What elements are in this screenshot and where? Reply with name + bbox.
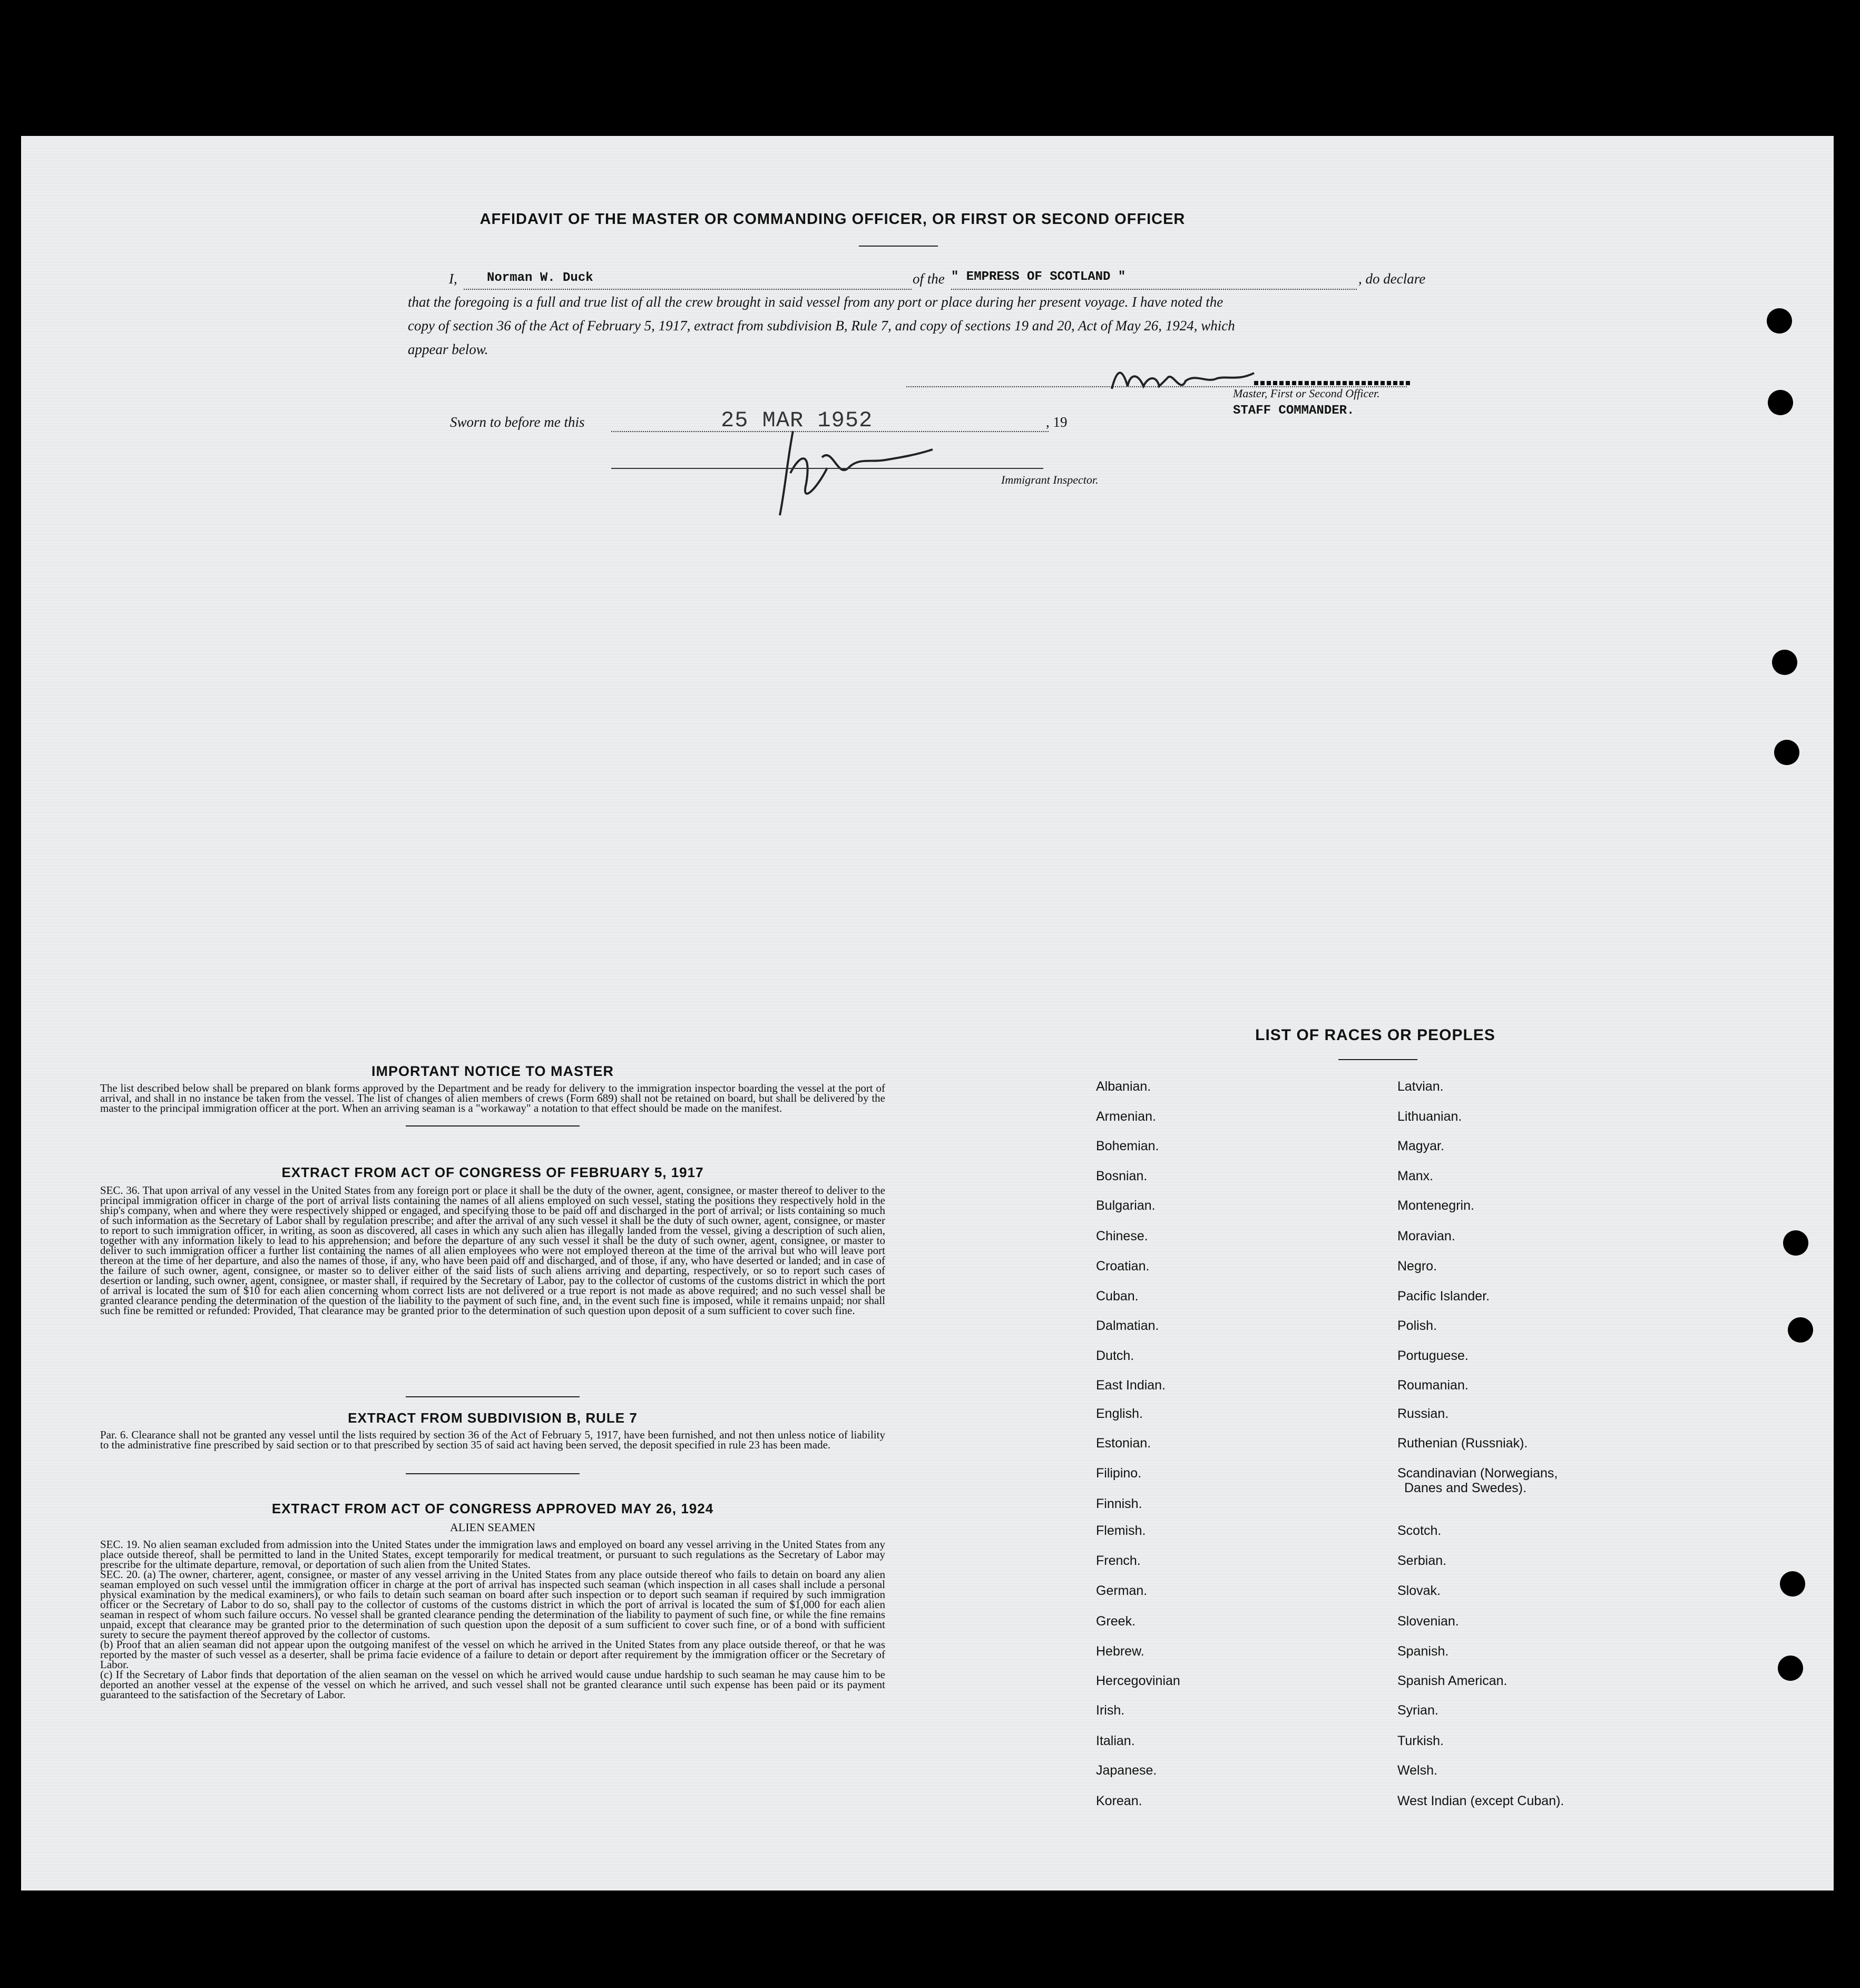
binder-hole bbox=[1778, 1656, 1803, 1681]
year-prefix: , 19 bbox=[1046, 414, 1068, 430]
staff-commander-stamp: STAFF COMMANDER. bbox=[1233, 404, 1355, 418]
extract-rule7-title: EXTRACT FROM SUBDIVISION B, RULE 7 bbox=[348, 1410, 638, 1426]
race-item: Portuguese. bbox=[1397, 1348, 1469, 1363]
extract-rule7-text: Par. 6. Clearance shall not be granted any vessel until the lists required by section 36 of the Act of February 5, 1917, have been furnished, and not then unless notice of liability to the administrative fine prescribed by said section or to that prescribed by section 35 of said act having been served, the deposit specified in rule 23 has been made. bbox=[100, 1428, 885, 1451]
races-title-divider bbox=[1338, 1059, 1417, 1060]
binder-hole bbox=[1767, 308, 1792, 334]
race-item: Dalmatian. bbox=[1096, 1318, 1159, 1333]
extract-1917-title: EXTRACT FROM ACT OF CONGRESS OF FEBRUARY 5, 1917 bbox=[281, 1164, 704, 1180]
race-item: Negro. bbox=[1397, 1259, 1437, 1274]
binder-hole bbox=[1780, 1571, 1805, 1597]
divider-1 bbox=[406, 1125, 580, 1127]
race-item: Cuban. bbox=[1096, 1289, 1139, 1304]
sec-20b: (b) Proof that an alien seaman did not appear upon the outgoing manifest of the vessel on which he arrived in the United States from any place outside thereof, or that he was reported by the master of such vessel as a deserter, shall be prima facie evidence of a failure to detain or deport after requirement by the immigration officer or the Secretary of Labor. bbox=[100, 1638, 885, 1671]
race-item: Armenian. bbox=[1096, 1109, 1156, 1124]
race-item: Bohemian. bbox=[1096, 1139, 1159, 1153]
divider-3 bbox=[406, 1473, 580, 1474]
extract-1917-text: SEC. 36. That upon arrival of any vessel in the United States from any foreign port or place it shall be the duty of the owner, agent, consignee, or master thereof to deliver to the principal immigration officer in charge of the port of arrival lists containing the names of all aliens employed on such vessel, stating the positions they respectively hold in the ship's company, when and where they were respectively shipped or engaged, and specifying those to be paid off and discharged in the port of arrival; or lists containing so much of such information as the Secretary of Labor shall by regulation prescribe; and after the arrival of any such vessel it shall be the duty of such owner, agent, consignee, or master to report to such immigration officer, in writing, as soon as discovered, all cases in which any such alien has illegally landed from the vessel, giving a description of such alien, together with any information likely to lead to his apprehension; and before the departure of any such vessel it shall be the duty of such owner, agent, consignee, or master to deliver to such immigration officer a further list containing the names of all alien employees who were not employed thereon at the time of the arrival but who will leave port thereon at the time of her departure, and also the names of those, if any, who have been paid off and discharged, and of those, if any, who have deserted or landed; and in case of the failure of such owner, agent, consignee, or master so to deliver either of the said lists of such aliens arriving and departing, respectively, or so to report such cases of desertion or landing, such owner, agent, consignee, or master shall, if required by the Secretary of Labor, pay to the collector of customs of the customs district in which the port of arrival is located the sum of $10 for each alien concerning whom correct lists are not delivered or a true report is not made as above required; and no such vessel shall be granted clearance pending the determination of the question of the liability to the payment of such fine, and, in the event such fine is imposed, while it remains unpaid; nor shall such fine be remitted or refunded: Provided, That clearance may be granted prior to the determination of such question upon deposit of a sum sufficient to cover such fine. bbox=[100, 1184, 885, 1317]
race-item: Flemish. bbox=[1096, 1523, 1146, 1538]
race-item: Turkish. bbox=[1397, 1734, 1444, 1748]
race-item: Syrian. bbox=[1397, 1703, 1438, 1718]
binder-hole bbox=[1768, 390, 1793, 415]
race-item: Estonian. bbox=[1096, 1436, 1151, 1451]
master-caption: Master, First or Second Officer. bbox=[1233, 387, 1380, 400]
race-item: Serbian. bbox=[1397, 1553, 1447, 1568]
inspector-caption: Immigrant Inspector. bbox=[1001, 473, 1099, 486]
race-item: Russian. bbox=[1397, 1406, 1449, 1421]
race-item: Magyar. bbox=[1397, 1139, 1444, 1153]
vessel-name: " EMPRESS OF SCOTLAND " bbox=[951, 270, 1126, 284]
race-item: German. bbox=[1096, 1583, 1148, 1598]
race-item: Finnish. bbox=[1096, 1496, 1142, 1511]
sworn-date-stamp: 25 MAR 1952 bbox=[721, 408, 873, 433]
race-item: English. bbox=[1096, 1406, 1143, 1421]
notice-title: IMPORTANT NOTICE TO MASTER bbox=[371, 1063, 614, 1079]
race-item: Slovak. bbox=[1397, 1583, 1441, 1598]
race-item: Slovenian. bbox=[1397, 1614, 1459, 1629]
extract-1924-title: EXTRACT FROM ACT OF CONGRESS APPROVED MAY 26, 1924 bbox=[271, 1501, 714, 1516]
race-item: Dutch. bbox=[1096, 1348, 1134, 1363]
race-item: East Indian. bbox=[1096, 1378, 1166, 1393]
extract-1924-text bbox=[100, 1540, 885, 1700]
binder-hole bbox=[1772, 650, 1797, 675]
race-item: West Indian (except Cuban). bbox=[1397, 1794, 1564, 1808]
race-item: French. bbox=[1096, 1553, 1141, 1568]
race-item: Japanese. bbox=[1096, 1763, 1157, 1778]
race-item: Hercegovinian bbox=[1096, 1673, 1180, 1688]
race-item: Albanian. bbox=[1096, 1079, 1151, 1094]
race-item: Roumanian. bbox=[1397, 1378, 1469, 1393]
race-item: Welsh. bbox=[1397, 1763, 1437, 1778]
affidavit-body-line2: copy of section 36 of the Act of February 5, 1917, extract from subdivision B, Rule 7, and copy of sections 19 and 20, Act of May 26, 1924, which bbox=[408, 318, 1235, 334]
race-item: Danes and Swedes). bbox=[1404, 1481, 1527, 1495]
race-item: Bosnian. bbox=[1096, 1169, 1148, 1183]
race-item: Polish. bbox=[1397, 1318, 1437, 1333]
inspector-signature-line bbox=[611, 468, 1043, 469]
sec-20a: SEC. 20. (a) The owner, charterer, agent, consignee, or master of any vessel arriving in the United States from any place outside thereof who fails to detain on board any alien seaman employed on such vessel until the immigration officer in charge at the port of arrival has inspected such seaman (which inspection in all cases shall include a personal physical examination by the medical examiners), or who fails to detain such seaman on board after such inspection or to deport such seaman if required by such immigration officer or the Secretary of Labor to do so, shall pay to the collector of customs of the customs district in which the port of arrival is located the sum of $1,000 for each alien seaman in respect of whom such failure occurs. No vessel shall be granted clearance pending the determination of the liability to payment of such fine, or while the fine remains unpaid, except that clearance may be granted prior to the determination of such question upon the deposit of a sum sufficient to cover such fine, or of a bond with sufficient surety to secure the payment thereof approved by the collector of customs. bbox=[100, 1568, 885, 1641]
race-item: Latvian. bbox=[1397, 1079, 1444, 1094]
race-item: Chinese. bbox=[1096, 1229, 1148, 1243]
affidavit-body-line1: that the foregoing is a full and true list of all the crew brought in said vessel from any port or place during her present voyage. I have noted the bbox=[408, 294, 1223, 310]
race-item: Irish. bbox=[1096, 1703, 1125, 1718]
title-divider bbox=[859, 246, 938, 247]
race-item: Manx. bbox=[1397, 1169, 1434, 1183]
affidavit-body-line3: appear below. bbox=[408, 341, 488, 357]
races-title: LIST OF RACES OR PEOPLES bbox=[1255, 1026, 1495, 1044]
race-item: Bulgarian. bbox=[1096, 1198, 1156, 1213]
race-item: Pacific Islander. bbox=[1397, 1289, 1490, 1304]
race-item: Spanish American. bbox=[1397, 1673, 1507, 1688]
race-item: Scandinavian (Norwegians, bbox=[1397, 1466, 1558, 1481]
officer-name: Norman W. Duck bbox=[487, 271, 593, 285]
sworn-label: Sworn to before me this bbox=[450, 414, 585, 430]
binder-hole bbox=[1788, 1317, 1813, 1343]
i-label: I, bbox=[449, 271, 457, 287]
sec-20c: (c) If the Secretary of Labor finds that deportation of the alien seaman on the vessel on which he arrived would cause undue hardship to such seaman he may cause him to be deported an another vessel at the expense of the vessel on which he arrived, and such vessel shall not be granted clearance until such expense has been paid or its payment guaranteed to the satisfaction of the Secretary of Labor. bbox=[100, 1668, 885, 1701]
of-the-label: of the bbox=[913, 271, 945, 287]
binder-hole bbox=[1774, 740, 1799, 765]
signature-strike bbox=[1254, 381, 1412, 385]
do-declare: , do declare bbox=[1358, 271, 1426, 287]
document-page bbox=[21, 136, 1834, 1891]
sec-19: SEC. 19. No alien seaman excluded from admission into the United States under the immigration laws and employed on board any vessel arriving in the United States from any place outside thereof, shall be permitted to land in the United States, except temporarily for medical treatment, or pursuant to such regulations as the Secretary of Labor may prescribe for the ultimate departure, removal, or deportation of such alien from the United States. bbox=[100, 1538, 885, 1571]
divider-2 bbox=[406, 1396, 580, 1397]
race-item: Moravian. bbox=[1397, 1229, 1455, 1243]
officer-name-line bbox=[464, 273, 912, 290]
race-item: Croatian. bbox=[1096, 1259, 1150, 1274]
binder-hole bbox=[1783, 1230, 1808, 1256]
race-item: Filipino. bbox=[1096, 1466, 1142, 1481]
notice-text: The list described below shall be prepared on blank forms approved by the Department and be ready for delivery to the immigration inspector boarding the vessel at the port of arrival, and shall in no instance be taken from the vessel. The list of changes of alien members of crews (Form 689) shall not be retained on board, but shall be delivered by the master to the principal immigration officer at the port. When an arriving seaman is a "workaway" a notation to that effect should be made on the manifest. bbox=[100, 1082, 885, 1114]
race-item: Lithuanian. bbox=[1397, 1109, 1462, 1124]
affidavit-title: AFFIDAVIT OF THE MASTER OR COMMANDING OFFICER, OR FIRST OR SECOND OFFICER bbox=[479, 211, 1186, 228]
race-item: Italian. bbox=[1096, 1734, 1135, 1748]
race-item: Hebrew. bbox=[1096, 1644, 1144, 1659]
race-item: Greek. bbox=[1096, 1614, 1136, 1629]
extract-1924-subtitle: ALIEN SEAMEN bbox=[450, 1521, 535, 1534]
race-item: Montenegrin. bbox=[1397, 1198, 1474, 1213]
race-item: Korean. bbox=[1096, 1794, 1142, 1808]
race-item: Scotch. bbox=[1397, 1523, 1442, 1538]
race-item: Ruthenian (Russniak). bbox=[1397, 1436, 1528, 1451]
race-item: Spanish. bbox=[1397, 1644, 1449, 1659]
vessel-name-line bbox=[951, 270, 1357, 290]
